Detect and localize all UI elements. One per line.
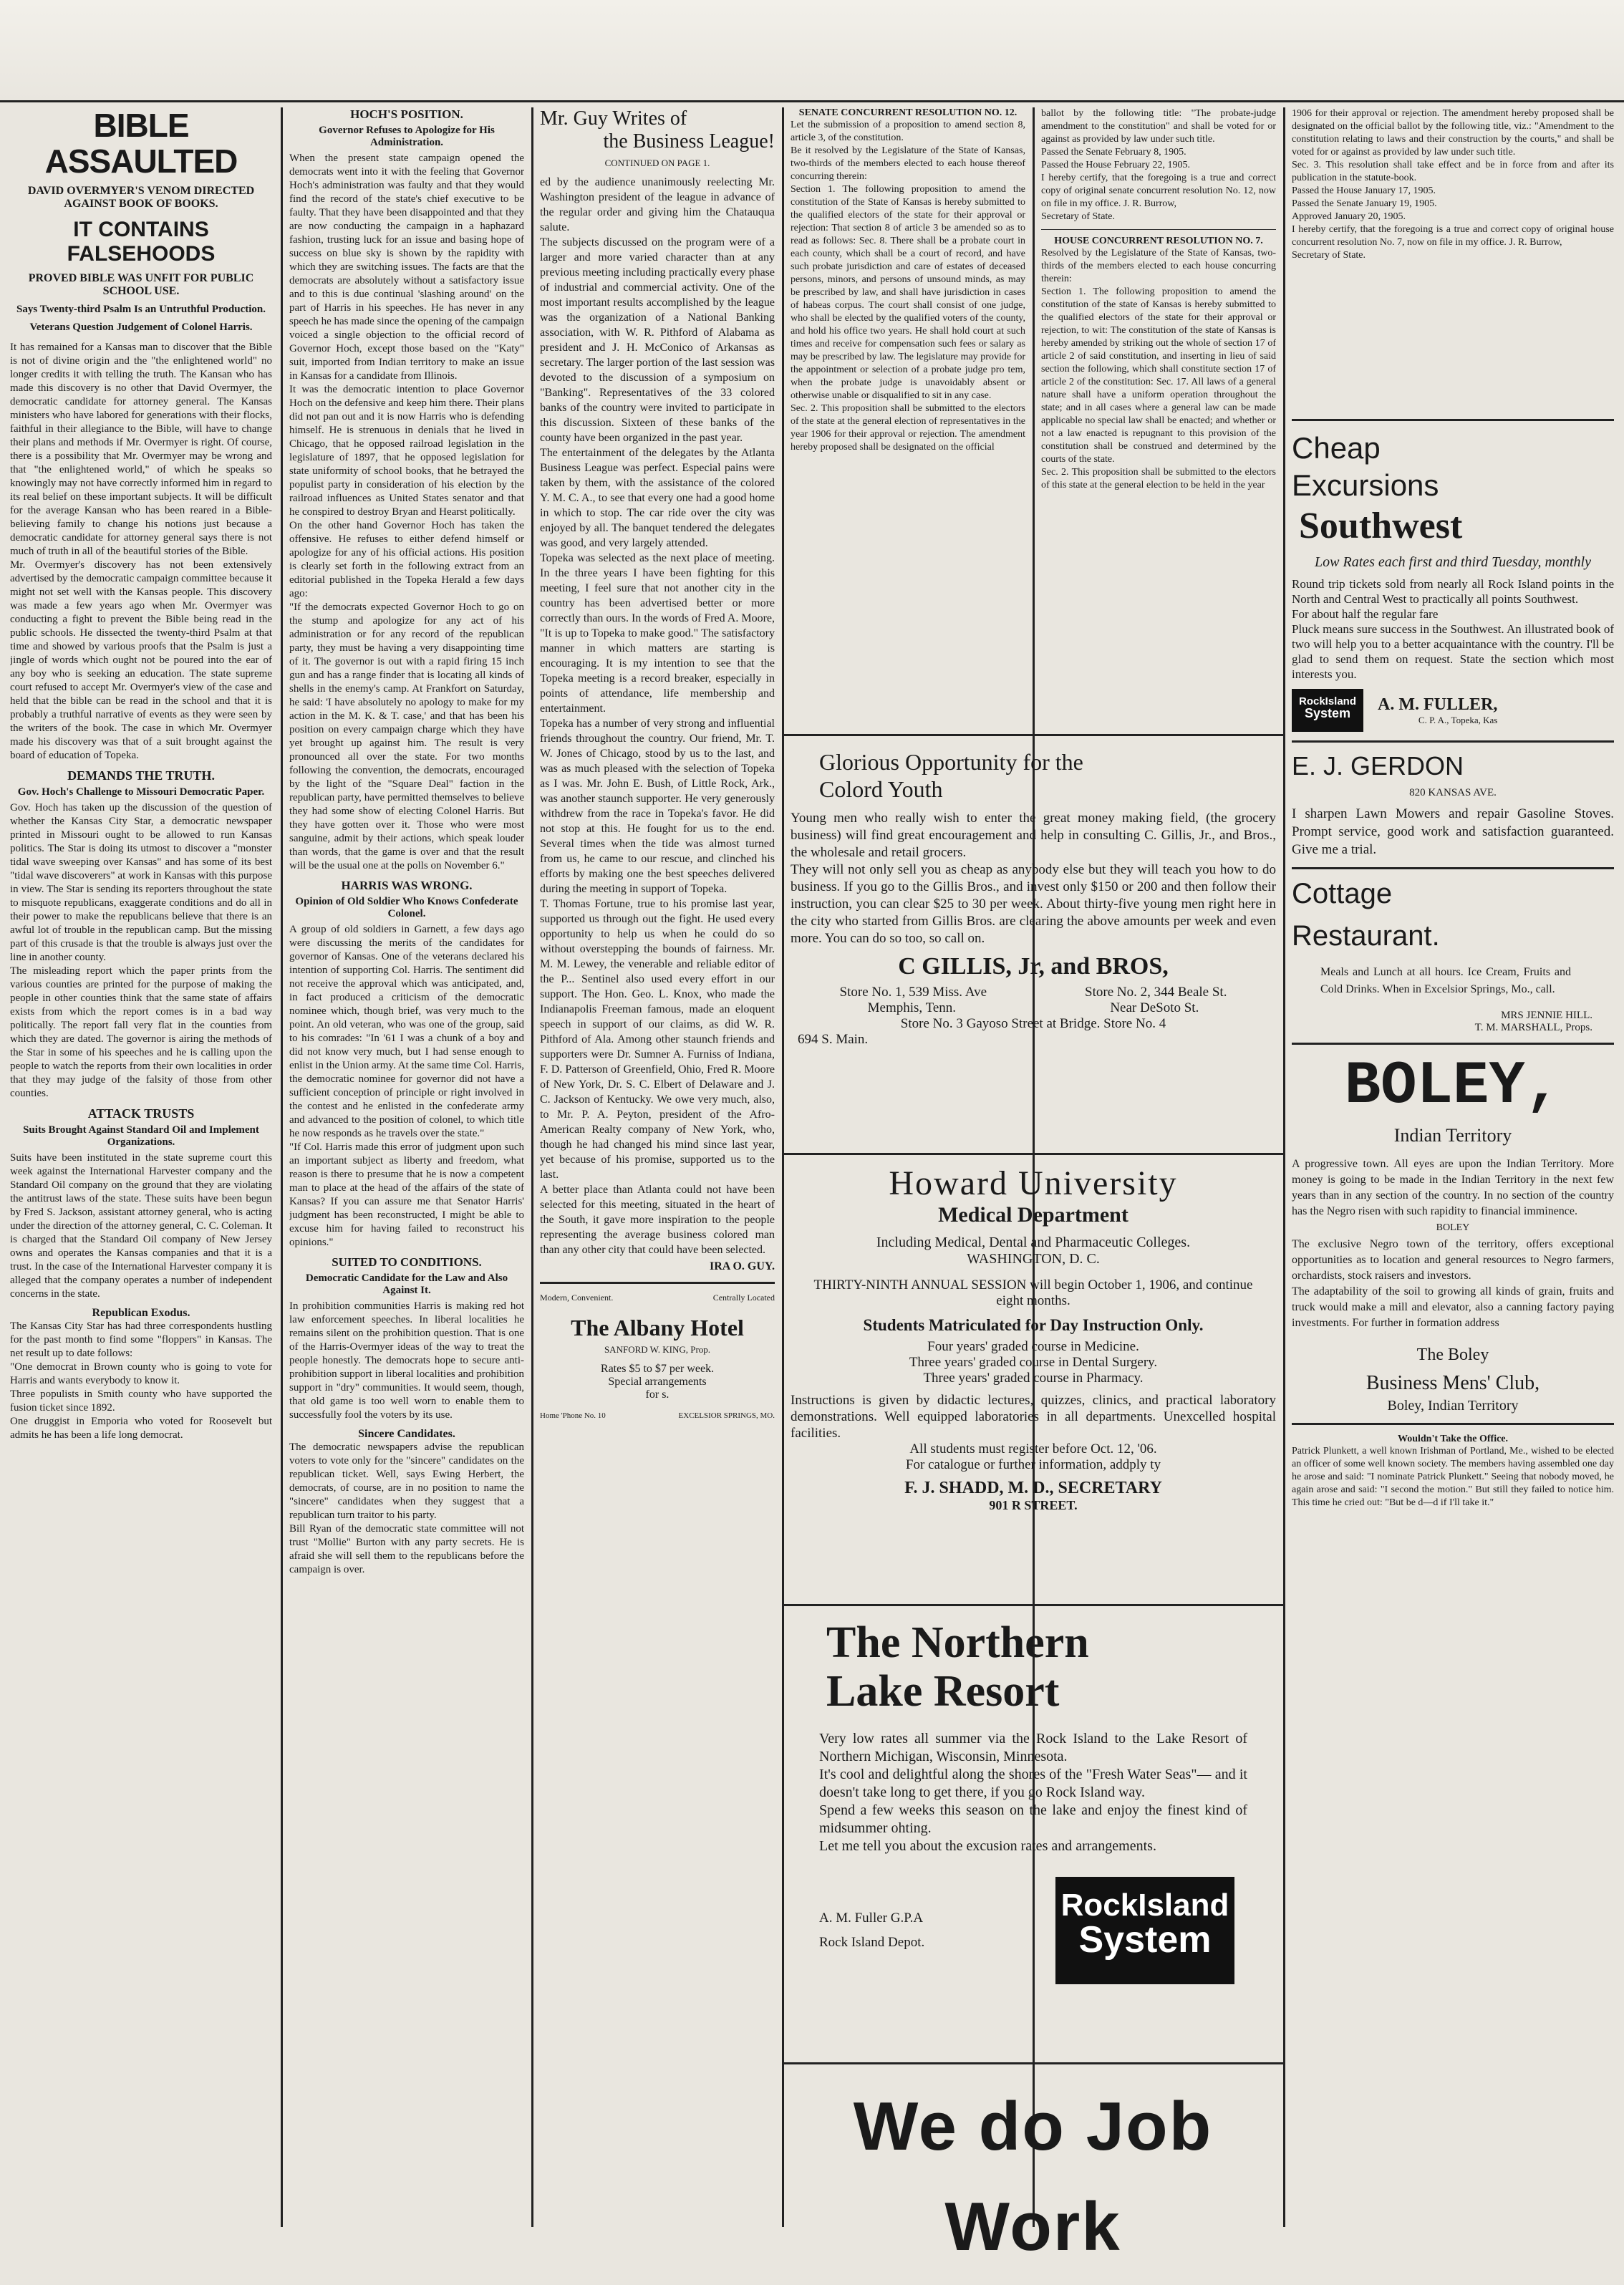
section-rule [782,1153,1285,1155]
deck: Says Twenty-third Psalm Is an Untruthful Production. [16,304,266,315]
article-heading: SUITED TO CONDITIONS. [332,1255,482,1269]
resolution-heading: SENATE CONCURRENT RESOLUTION NO. 12. [798,107,1018,118]
section-rule [782,1604,1285,1606]
ad-title: Restaurant. [1292,920,1440,952]
ad-address: 901 R STREET. [989,1498,1078,1512]
ad-body: I sharpen Lawn Mowers and repair Gasoline Stoves. Prompt service, good work and satisfaction guaranteed. Give me a trial. [1292,806,1614,857]
article-body: The democratic newspapers advise the republican voters to vote only for the "sincere" candidates on the republican ticket. Well, says Ewing Herbert, the democrats, of course, are in no position to name the "sincere" candidates when they suggest that a republican turn traitor to his party. Bill Ryan of the democratic state committee will not trust "Mollie" Burton with any party secrets. He is afraid she will sell them to the republicans before the campaign is over. [289,1441,524,1575]
section-rule [782,734,1285,736]
continued-note: CONTINUED ON PAGE 1. [604,158,710,168]
article-body: ed by the audience unanimously reelecting Mr. Washington president of the league in advance of the regular order and giving him the Chatauqua salute. The subjects discussed on the program were of a larger and more varied character than at any previous meeting including practically every phase of industrial and commercial activity. One of the most important results accomplished by the league was the organization of a National Banking association, with W. R. Pithford of Alabama as president and J. H. McConico of Arkansas as secretary. The larger portion of the last session was devoted to the discussion of a symposium on "Banking". Representatives of the 33 colored banks of the country were invited to participate in this discussion. Sixteen of these banks of the county have been organized in the past year. The entertainment of the delegates by the Atlanta Business League was perfect. Especial pains were taken by them, with the assistance of the colored Y. M. C. A., to see that every one had a good home in which to stop. The car ride over the city was enjoyed by all. The banquet tendered the delegates was good, and very largely attended. Topeka was selected as the next place of meeting. In the three years I have been fighting for this meeting, I feel sure that not another city in the country has been advertised better or more correctly than ours. In the words of Fred A. Moore, "It is up to Topeka to make good." The satisfactory manner in which matters are starting is encouraging. It is my intention to see that the Topeka meeting is a record breaker, especially in points of attendance, life membership and entertainment. Topeka has a number of very strong and influential friends throughout the country. Our friend, Mr. T. W. Jones of Chicago, stood by us to the last, and was as much pleased with the selection of Topeka as I was. Mr. John E. Bush, of Little Rock, Ark., was another staunch supporter. He very generously withdrew from the race in Topeka's favor. He did not stop at this. He fought for us to the end. Several times when the tide was almost turned from us, he came to our rescue, and clinched his efforts by making one the best speeches delivered during the meeting in support of Topeka. T. Thomas Fortune, true to his promise last year, supported us through out the fight. He used every opportunity to help us when he could do so without overstepping the bounds of fairness. Mr. M. M. Lewey, the venerable and reliable editor of the P... Sentinel also used every effort in our support. The Hon. Geo. L. Knox, who made the Indianapolis Freeman famous, made an eloquent speech in support of our claims, as did W. R. Pithford of Ala. Among other staunch friends and supporters were Dr. Sumner A. Furniss of Indiana, F. D. Patterson of Greenfield, Ohio, Fred R. Moore of New York, Dr. S. C. Elbert of Delaware and J. C. Jackson of Kentucky. We owe very much, also, to Mr. P. A. Peyton, president of the Afro-American Realty company of New York, who, though he had changed his mind since last year, yet because of his promise, supported us to the last. A better place than Atlanta could not have been selected for this meeting, situated in the heart of the South, it gave more inspiration to the people representing the average business colored man than any other city that could have been selected. [540,176,775,1256]
article-subheading: Gov. Hoch's Challenge to Missouri Democratic Paper. [17,786,265,798]
article-heading: HOCH'S POSITION. [350,107,463,121]
ad-city: WASHINGTON, D. C. [967,1251,1100,1267]
column-rule [281,107,283,2227]
ad-title: Lake Resort [826,1667,1060,1716]
article-body: Gov. Hoch has taken up the discussion of the question of whether the Kansas City Star, a democratic newspaper printed in Missouri ought to be allowed to run Kansas politics. The Star is doing its utmost to discover a "monster tidal wave sweeping over Kansas" and has some of its best "tidal wave discoverers" at work in Kansas with this purpose in view. The Star is sending its reporters throughout the state to misquote republicans, exaggerate conditions and do all in their power to make the republicans believe that there is an awful lot of trouble in the republican camp. But the missing part of this crusade is that the trouble is always just over the line in another county. The misleading report which the paper prints from the various counties are printed for the purpose of making the people in other counties think that the same state of affairs exists from which the report comes is in a bad way politically. The report fall very flat in the counties from which they are dated. The governor is airing the methods of the Star in some of his speeches and he is calling upon the people to watch the reports from their own localities in order that they may judge of the falsity of those from other counties. [10,802,272,1099]
ad-depot: Rock Island Depot. [819,1935,925,1950]
resolution-body: 1906 for their approval or rejection. The amendment hereby proposed shall be designated on the official ballot by the following title, viz.: "Amendment to the constitution relating to laws and their construction by the courts," and shall be voted for or against as provided by law under such title. Sec. 3. This resolution shall take effect and be in force from and after its publication in the statute-book. Passed the House January 17, 1905. Passed the Senate January 19, 1905. Approved January 20, 1905. I hereby certify, that the foregoing is a true and correct copy of original house concurrent resolution No. 7, now on file in my office. J. R. Burrow, Secretary of State. [1292,108,1614,261]
ad-contact: Business Mens' Club, [1366,1372,1540,1394]
store-address: Near DeSoto St. [1110,1000,1199,1015]
ad-body: Instructions is given by didactic lectures, quizzes, clinics, and practical laboratory demonstrations. Well equipped laboratories in all departments. Unexcelled hospital facilities. [791,1393,1276,1441]
ad-text: THIRTY-NINTH ANNUAL SESSION will begin October 1, 1906, and continue eight months. [813,1277,1253,1308]
article-body: When the present state campaign opened the democrats went into it with the feeling that Governor Hoch's administration was faulty and that they would find the record of the state's chief executive to be faulty. That they have been disappointed and that they are now conducting the campaign in a haphazard fashion, trusting luck for an issue and basing hope of success on blue sky is shown by the rapidity with which they are switching issues. The facts are that the democrats are absolutely without a satisfactory issue and to this is due continual 'slashing around' on the part of Harris in his speeches. He has never in any speech he has made since the opening of the campaign voiced a single objection to the official record of Governor Hoch, except those based on the "Katy" suit, imported from Indian territory to make an issue in Kansas for a candidate from Illinois. It was the democratic intention to place Governor Hoch on the defensive and keep him there. Their plans did not pan out and it is now Harris who is defending himself. He is strenuous in denials that he lived in Chicago, that he opposed railroad legislation in the legislature of 1897, that he opposed legislation for state uniformity of school books, that he betrayed the populist party in consideration of his election by the railroad influences as United States senator and that he conspired to destroy Bryan and Hearst politically. On the other hand Governor Hoch has taken the offensive. He refuses to either defend himself or apologize for any of his official actions. His position is clearly set forth in the following extract from an editorial published in the Topeka Herald a few days ago: "If the democrats expected Governor Hoch to go on the stump and apologize for any act of his administration or for any record of the republican party, they must be having a very disappointing time of it. The governor is out with a rapid firing 15 inch gun and has a range finder that is locating all kinds of shells in the enemy's camp. At Frankfort on Saturday, he said: 'I have absolutely no apology to make for my action in the M. K. & T. case,' and that has been his position on every campaign charge which they have yet brought up against him. The result is very pronounced all over the state. For two months following the convention, the democrats, encouraged by the light of the "Square Deal" faction in the republican party, have permitted themselves to believe they had some show of electing Colonel Harris. But they have gotten over it. Those who were most sanguine, admit by their actions, which speak louder than words, that the game is over and that the result will be the usual one at the polls on November 6." [289,153,524,871]
deck: Veterans Question Judgement of Colonel Harris. [29,322,253,333]
ad-title: Excursions [1292,468,1439,502]
ad-contact: The Boley [1416,1346,1489,1364]
column-2 [289,107,524,2227]
article-body: Patrick Plunkett, a well known Irishman of Portland, Me., wished to be elected an officer of some well known society. The members having assembled one day he arose and said: "I nominate Patrick Plunkett." Seeing that nobody moved, he again arose and said: "I second the motion." But still they failed to notice him. This time he cried out: "But be d—d if I'll take it." [1292,1446,1614,1508]
ad-title: Howard University [889,1164,1178,1202]
ad-text: Special arrangements [608,1376,707,1388]
signature: IRA O. GUY. [710,1260,775,1272]
ad-address: 820 KANSAS AVE. [1409,787,1497,798]
ad-phone: Home 'Phone No. 10 [540,1411,606,1420]
article-heading: ATTACK TRUSTS [87,1106,195,1121]
resolution-heading: HOUSE CONCURRENT RESOLUTION NO. 7. [1054,236,1263,246]
ad-title: Colord Youth [819,776,943,802]
article-body: In prohibition communities Harris is making red hot law enforcement speeches. In liberal localities he remains silent on the prohibition question. That is one of the Harris-Overmyer ideas of the way to treat the people honestly. The democrats hope to secure anti-prohibition support in liberal localities and prohibition support in "dry" communities. It would seem, though, that old game is too well worn to enable them to successfully fool the voters by its use. [289,1300,524,1421]
ad-title: BOLEY, [1344,1053,1562,1121]
article-title: the Business League! [603,130,775,153]
ad-body: Young men who really wish to enter the great money making field, (the grocery business) will find great encouragement and help in consulting C. Gillis, Jr., and Bros., the wholesale and retail grocers. They will not only sell you as cheap as anybody else but they will teach you how to do business. If you go to the Gillis Bros., and invest only $150 or 200 and then follow their instruction, you can clear $25 to 30 per week. About thirty-five young men right here in the city who started from Gillis Bros. are clearing the above amounts per week and even more. You can do so too, so call on. [791,811,1276,946]
column-1 [10,107,272,2227]
ad-text: for s. [645,1388,670,1401]
ad-contact: Boley, Indian Territory [1387,1398,1519,1414]
article-heading: DEMANDS THE TRUTH. [67,768,215,783]
ad-tagline: Centrally Located [712,1293,775,1303]
ad-agent: A. M. Fuller G.P.A [819,1910,924,1926]
course-item: Three years' graded course in Pharmacy. [923,1371,1144,1386]
ad-body: The exclusive Negro town of the territory, offers exceptional opportunities as to location and general resources to Negro farmers, orchardists, stock raisers and investors. The adaptability of the soil to growing all kinds of grain, fruits and truck would make a mill and elevator, also a canning factory paying investments. For further in formation address [1292,1238,1614,1329]
column-rule [782,107,784,2227]
ad-subtitle: Indian Territory [1393,1125,1512,1146]
article-subheading: Governor Refuses to Apologize for His Administration. [319,125,495,148]
logo-text: RockIsland [1060,1888,1229,1923]
ad-subtitle: Medical Department [938,1203,1128,1227]
rock-island-logo [1055,1877,1234,1984]
column-6-top [1292,107,1614,415]
ad-text: Including Medical, Dental and Pharmaceutic Colleges. [876,1235,1191,1250]
northern-lake-resort-ad [791,1618,1276,2055]
store-address: Store No. 1, 539 Miss. Ave [839,985,987,1000]
ad-body: A progressive town. All eyes are upon the Indian Territory. More money is going to be made in the Indian Territory in the next few years than in any section of the country. In no section of the country has the Negro risen with such rapidity to financial imminence. [1292,1158,1614,1217]
ad-text: All students must register before Oct. 12, '06. [909,1441,1157,1456]
albany-hotel-ad [540,1293,775,1420]
ad-body: Round trip tickets sold from nearly all Rock Island points in the North and Central West to practically all points Southwest. For about half the regular fare Pluck means sure success in the Southwest. An illustrated book of two will help you to a better acquaintance with the country. I'll be glad to send them on request. State the section which most interests you. [1292,577,1614,681]
ad-agent: A. M. FULLER, [1378,695,1498,714]
ad-text: Students Matriculated for Day Instruction Only. [863,1316,1204,1334]
article-heading: Republican Exodus. [92,1307,190,1319]
store-address: Store No. 3 Gayoso Street at Bridge. Store No. 4 [900,1016,1166,1031]
ad-title: Cheap [1292,431,1381,465]
store-address: Store No. 2, 344 Beale St. [1085,985,1227,1000]
article-heading: HARRIS WAS WRONG. [341,879,473,892]
ad-title: The Northern [826,1618,1089,1667]
ad-subheading: BOLEY [1436,1222,1470,1233]
column-4-top [791,107,1025,730]
resolution-body: Let the submission of a proposition to amend section 8, article 3, of the constitution. Be it resolved by the Legislature of the State of Kansas, two-thirds of the members elected to each house thereof concurring therein: Section 1. The following proposition to amend the constitution of the State of Kansas is hereby submitted to the qualified electors of the state for their approval or rejection: That section 8 of article 3 be amended so as to read as follows: Sec. 8. There shall be a probate court in each county, which shall be a court of record, and have such probate jurisdiction and care of estates of deceased persons, minors, and persons of unsound minds, as may be prescribed by law, and shall have jurisdiction in cases of habeas corpus. The court shall consist of one judge, who shall be elected by the qualified voters of the county, and hold his office two years. He shall hold court at such times and receive for compensation such fees or salary as may be prescribed by law. The legislature may provide for the appointment or selection of a probate judge pro tem, when the probate judge is unavoidably absent or otherwise unable or disqualified to sit in any case. Sec. 2. This proposition shall be submitted to the electors of the state at the general election of representatives in the year 1906 for their approval or rejection. The amendment hereby proposed shall be designated on the official [791,120,1025,453]
deck: PROVED BIBLE WAS UNFIT FOR PUBLIC SCHOOL USE. [28,272,254,297]
ad-rates: Rates $5 to $7 per week. [600,1363,715,1375]
ad-title: Southwest [1299,506,1463,546]
job-work-banner: We do Job Work [853,2088,1213,2265]
gillis-grocery-ad [791,748,1276,1135]
column-rule [531,107,533,2227]
page-top-margin [0,0,1624,102]
article-heading: Wouldn't Take the Office. [1397,1434,1509,1444]
article-body: Suits have been instituted in the state supreme court this week against the International Harvester company and the Standard Oil company on the ground that they are violating the antitrust laws of the state. These suits have been begun by Fred S. Jackson, assistant attorney general, who is acting under the direction of the attorney general, C. C. Coleman. It is charged that the Standard Oil company of New Jersey owns and operates the Kansas companies and that it is a trust. In the case of the International Harvester company it is alleged that the company operates a number of independent concerns in the state. [10,1152,272,1300]
logo-text: System [1078,1919,1212,1961]
column-6-ads [1292,419,1614,2238]
ad-tagline: Modern, Convenient. [540,1293,614,1303]
article-body: A group of old soldiers in Garnett, a few days ago were discussing the merits of the candidates for governor of Kansas. One of the veterans declared his intention of supporting Col. Harris. The sentiment did not receive the approval which was anticipated, and, in fact produced a criticism of the democratic nominee which, though brief, was very much to the point. An old veteran, who was one of the group, said to his comrades: "In '61 I was a chunk of a boy and did not know very much, but I had sense enough to enlist in the Union army. At the same time Col. Harris, the democratic nominee for governor did not have a sufficient conception of principle or right involved in the contest and he enlisted in the confederate army and advanced to the position of colonel, to which title he now responds as he travels over the state." "If Col. Harris made this error of judgment upon such an important subject as liberty and freedom, what reason is there to presume that he is now a competent man to place at the head of the affairs of the state of Kansas? If you can assure me that Senator Harris' judgment has been reconstructed, I might be able to excuse him for having failed to reconstruct his opinions." [289,924,524,1248]
ad-text: For catalogue or further information, addply ty [905,1457,1161,1472]
ad-agent-title: C. P. A., Topeka, Kas [1418,714,1498,725]
resolution-body: ballot by the following title: "The probate-judge amendment to the constitution" and shall be voted for or against as provided by law under such title. Passed the Senate February 8, 1905. Passed the House February 22, 1905. I hereby certify, that the foregoing is a true and correct copy of original senate concurrent resolution No. 12, now on file in my office. J. R. Burrow, Secretary of State. [1041,108,1276,222]
ad-proprietor: MRS JENNIE HILL. [1501,1010,1592,1021]
column-rule [1283,107,1285,2227]
store-address: 694 S. Main. [798,1032,869,1047]
ad-proprietor: SANFORD W. KING, Prop. [604,1344,711,1355]
ad-contact: F. J. SHADD, M. D., SECRETARY [904,1479,1162,1497]
deck-large: IT CONTAINS FALSEHOODS [67,218,216,266]
store-city: Memphis, Tenn. [867,1000,957,1015]
logo-text: RockIsland [1298,695,1357,707]
ad-title: E. J. GERDON [1292,751,1464,781]
course-item: Three years' graded course in Dental Surgery. [909,1355,1158,1370]
article-subheading: Suits Brought Against Standard Oil and Implement Organizations. [23,1124,259,1148]
ad-proprietor: T. M. MARSHALL, Props. [1474,1022,1592,1033]
ad-body: Very low rates all summer via the Rock Island to the Lake Resort of Northern Michigan, Wisconsin, Minnesota. It's cool and delightful along the shores of the "Fresh Water Seas"— and it doesn't take long to get there, if you go Rock Island way. Spend a few weeks this season on the lake and enjoy the finest kind of midsummer ohting. Let me tell you about the excusion rates and arrangements. [819,1731,1247,1854]
ad-body: Meals and Lunch at all hours. Ice Cream, Fruits and Cold Drinks. When in Excelsior Springs, Mo., call. [1320,966,1571,995]
ad-title: Cottage [1292,878,1393,909]
article-title: Mr. Guy Writes of [540,107,687,130]
article-heading: Sincere Candidates. [358,1428,455,1440]
headline: BIBLE ASSAULTED [44,107,238,180]
course-item: Four years' graded course in Medicine. [927,1339,1139,1354]
ad-title: The Albany Hotel [571,1315,744,1340]
article-body: The Kansas City Star has had three correspondents hustling for the past month to find some "floppers" in Kansas. The net result up to date follows: "One democrat in Brown county who is going to vote for Harris and wants everybody to know it. Three populists in Smith county who have supported the fusion ticket since 1892. One druggist in Emporia who voted for Roosevelt but admits he has been a life long democrat. [10,1320,272,1441]
ad-firm-name: C GILLIS, Jr, and BROS, [898,953,1169,980]
ad-city: EXCELSIOR SPRINGS, MO. [678,1411,775,1420]
logo-text: System [1304,706,1351,720]
howard-university-ad [791,1164,1276,1593]
article-subheading: Opinion of Old Soldier Who Knows Confederate Colonel. [295,896,518,919]
ad-title: Glorious Opportunity for the [819,749,1083,775]
column-5-top [1041,107,1276,730]
rock-island-logo [1292,689,1363,732]
article-subheading: Democratic Candidate for the Law and Also Against It. [305,1272,508,1296]
article-body: It has remained for a Kansas man to discover that the Bible is not of divine origin and the "the enlightened world" no longer credits it with telling the truth. The Kansan who has made this discovery is no other that David Overmyer, the democratic candidate for attorney general. The Kansas ministers who have labored for generations with their flocks, faithful in their allegiance to the Bible, will have to change their plans and methods if Mr. Overmyer is right. Of course, there is a possibility that Mr. Overmyer may be wrong and that "the enlightened world," of which he speaks so knowingly may not have correctly informed him in regard to its real belief on these important subjects. It will be difficult for the average Kansan who has been reared in a Bible-believing family to change his notions just because a democratic candidate for attorney general says there is not much of truth in all of the beautiful stories of the Bible. Mr. Overmyer's discovery has not been extensively advertised by the democratic campaign committee because it might not set well with the Kansas people. This discovery was made a few years ago when Mr. Overmyer was conducting a fight to prevent the Bible being read in the public schools. He dissected the twenty-third Psalm at that time and showed by various proofs that the Psalm is just a jingle of words which ought not be poured into the ear of any boy who is seeking an education. The state supreme court refused to accept Mr. Overmyer's view of the case and held that the bible can be read in the school and that it is probably a truthful narrative of events as they were seen by the writers of the book. The case in which Mr. Overmyer made his discovery was that of a suit brought against the board of education of Topeka. [10,342,272,761]
section-rule [782,2062,1285,2064]
deck: DAVID OVERMYER'S VENOM DIRECTED AGAINST BOOK OF BOOKS. [27,185,255,210]
resolution-body: Resolved by the Legislature of the State of Kansas, two-thirds of the members elected to each house concurring therein: Section 1. The following proposition to amend the constitution of the state of Kansas is hereby submitted to the qualified electors of the state for their approval or rejection, to wit: The constitution of the state of Kansas is hereby amended by striking out the whole of section 17 of article 2 of said constitution, and inserting in lieu of said section the following, which shall constitute section 17 of article 2 of the constitution: Sec. 17. All laws of a general nature shall have a uniform operation throughout the state; and in all cases where a general law can be made applicable no special law shall be enacted; and whether or not a law enacted is repugnant to this provision of the constitution shall be construed and determined by the courts of the state. Sec. 2. This proposition shall be submitted to the electors of this state at the general election to be held in the year [1041,248,1276,491]
ad-subtitle: Low Rates each first and third Tuesday, monthly [1315,554,1591,570]
column-3 [540,107,775,2227]
